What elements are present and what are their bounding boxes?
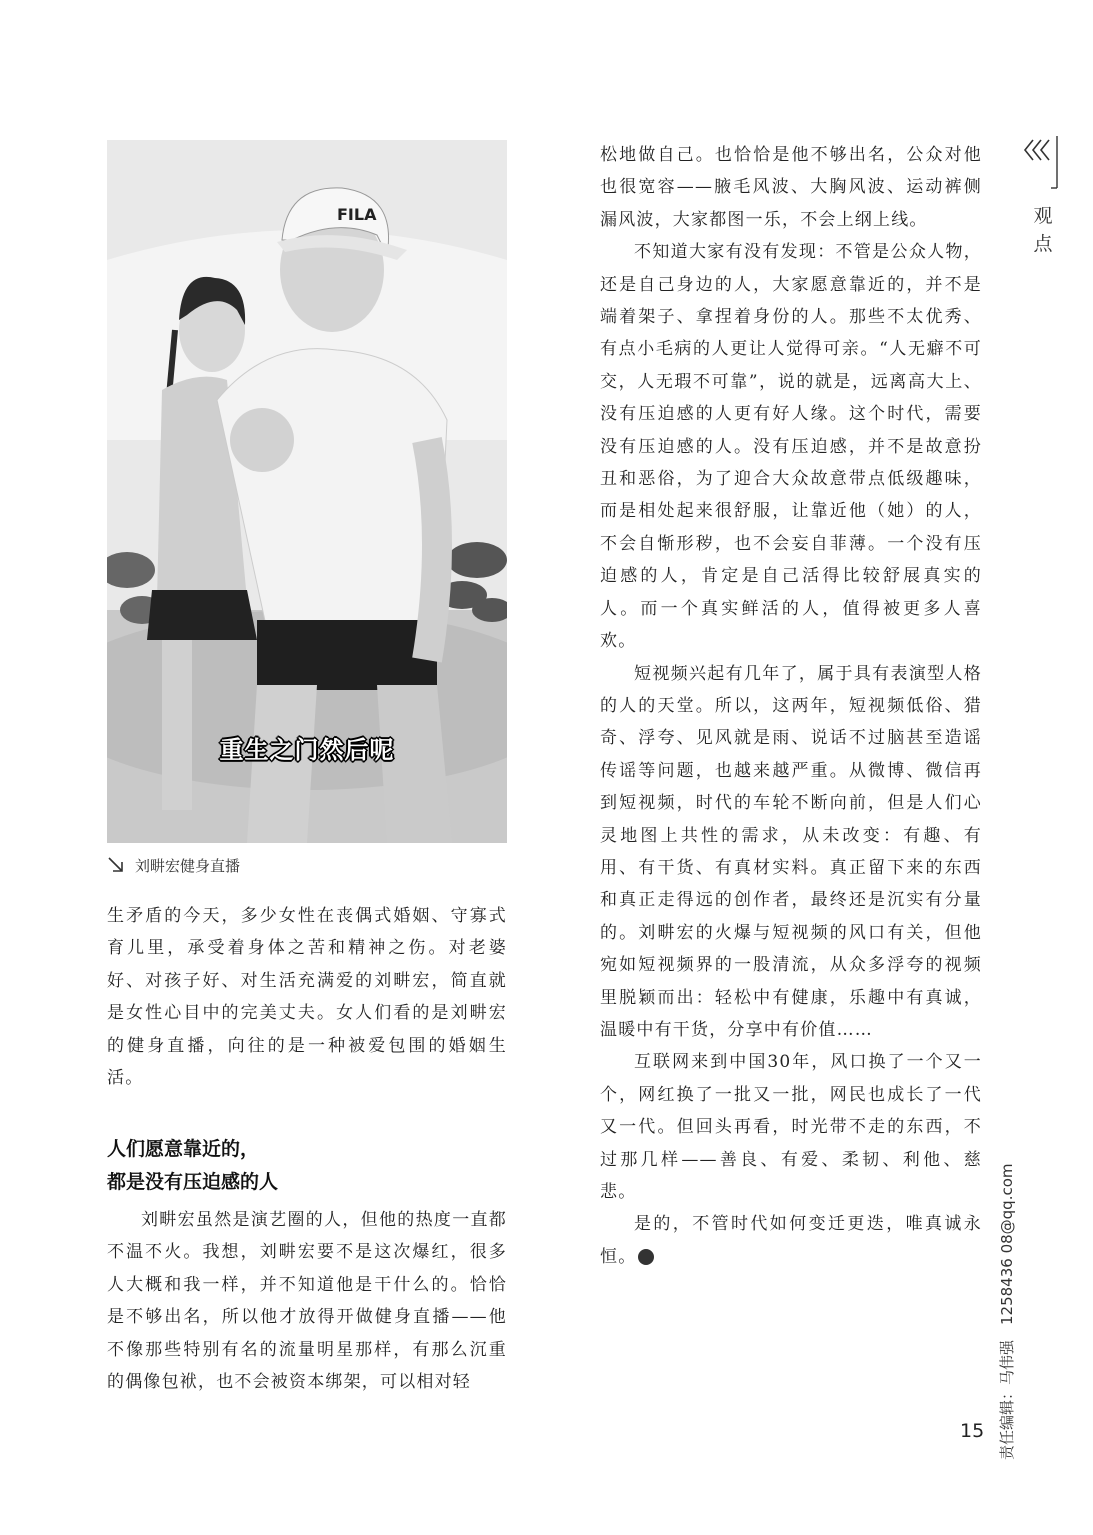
right-column-text	[600, 139, 982, 1273]
video-subtitle: 重生之门然后呢	[219, 736, 395, 764]
left-column-bottom-text	[107, 1204, 507, 1398]
cap-logo-text: FILA	[337, 205, 377, 224]
paragraph: 短视频兴起有几年了，属于具有表演型人格的人的天堂。所以，这两年，短视频低俗、猎奇、浮夸、见风就是雨、说话不过脑甚至造谣传谣等问题，也越来越严重。从微博、微信再到短视频，时代的车轮不断向前，但是人们心灵地图上共性的需求，从未改变：有趣、有用、有干货、有真材实料。真正留下来的东西和真正走得远的创作者，最终还是沉实有分量的。刘畊宏的火爆与短视频的风口有关，但他宛如短视频界的一股清流，从众多浮夸的视频里脱颖而出：轻松中有健康，乐趣中有真诚，温暖中有干货，分享中有价值……	[600, 663, 982, 1040]
heading-line-2: 都是没有压迫感的人	[107, 1171, 279, 1193]
photo-caption-text: 刘畊宏健身直播	[135, 856, 241, 875]
paragraph: 不知道大家有没有发现：不管是公众人物，还是自己身边的人，大家愿意靠近的，并不是端着架子、拿捏着身份的人。那些不太优秀、有点小毛病的人更让人觉得可亲。“人无癖不可交，人无瑕不可靠”，说的就是，远离高大上、没有压迫感的人更有好人缘。这个时代，需要没有压迫感的人。没有压迫感，并不是故意扮丑和恶俗，为了迎合大众故意带点低级趣味，而是相处起来很舒服，让靠近他（她）的人，不会自惭形秽，也不会妄自菲薄。一个没有压迫感的人，肯定是自己活得比较舒展真实的人。而一个真实鲜活的人，值得被更多人喜欢。	[600, 242, 982, 652]
page-number: 15	[960, 1420, 985, 1442]
caption-arrow-icon	[107, 856, 125, 874]
left-column-top-text	[107, 900, 507, 1094]
editor-credit	[992, 1160, 1022, 1460]
end-mark-icon	[638, 1249, 687, 1270]
section-heading	[107, 1133, 507, 1199]
editor-credit-text: 责任编辑：马伟强 1258436 08@qq.com	[998, 1163, 1016, 1460]
paragraph: 刘畊宏虽然是演艺圈的人，但他的热度一直都不温不火。我想，刘畊宏要不是这次爆红，很多人大概和我一样，并不知道他是干什么的。恰恰是不够出名，所以他才放得开做健身直播——他不像那些特别有名的流量明星那样，有那么沉重的偶像包袱，也不会被资本绑架，可以相对轻	[107, 1210, 507, 1393]
article-photo	[107, 140, 507, 843]
heading-line-1: 人们愿意靠近的，	[107, 1138, 260, 1160]
paragraph: 互联网来到中国30年，风口换了一个又一个，网红换了一批又一批，网民也成长了一代又一代。但回头再看，时光带不走的东西，不过那几样——善良、有爱、柔韧、利他、慈悲。	[600, 1052, 982, 1202]
end-mark-label: 家	[674, 1258, 687, 1270]
paragraph-final-text: 是的，不管时代如何变迁更迭，唯真诚永恒。	[600, 1214, 982, 1267]
paragraph: 生矛盾的今天，多少女性在丧偶式婚姻、守寡式育儿里，承受着身体之苦和精神之伤。对老婆好、对孩子好、对生活充满爱的刘畊宏，简直就是女性心目中的完美丈夫。女人们看的是刘畊宏的健身直播，向往的是一种被爱包围的婚姻生活。	[107, 906, 507, 1089]
section-tag-label: 观点	[1033, 205, 1053, 255]
photo-caption	[107, 852, 240, 878]
section-tag-chevron-icon	[1021, 132, 1065, 192]
paragraph: 松地做自己。也恰恰是他不够出名，公众对他也很宽容——腋毛风波、大胸风波、运动裤侧漏风波，大家都图一乐，不会上纲上线。	[600, 145, 982, 230]
section-tag	[1018, 132, 1068, 258]
paragraph-final	[600, 1208, 982, 1273]
